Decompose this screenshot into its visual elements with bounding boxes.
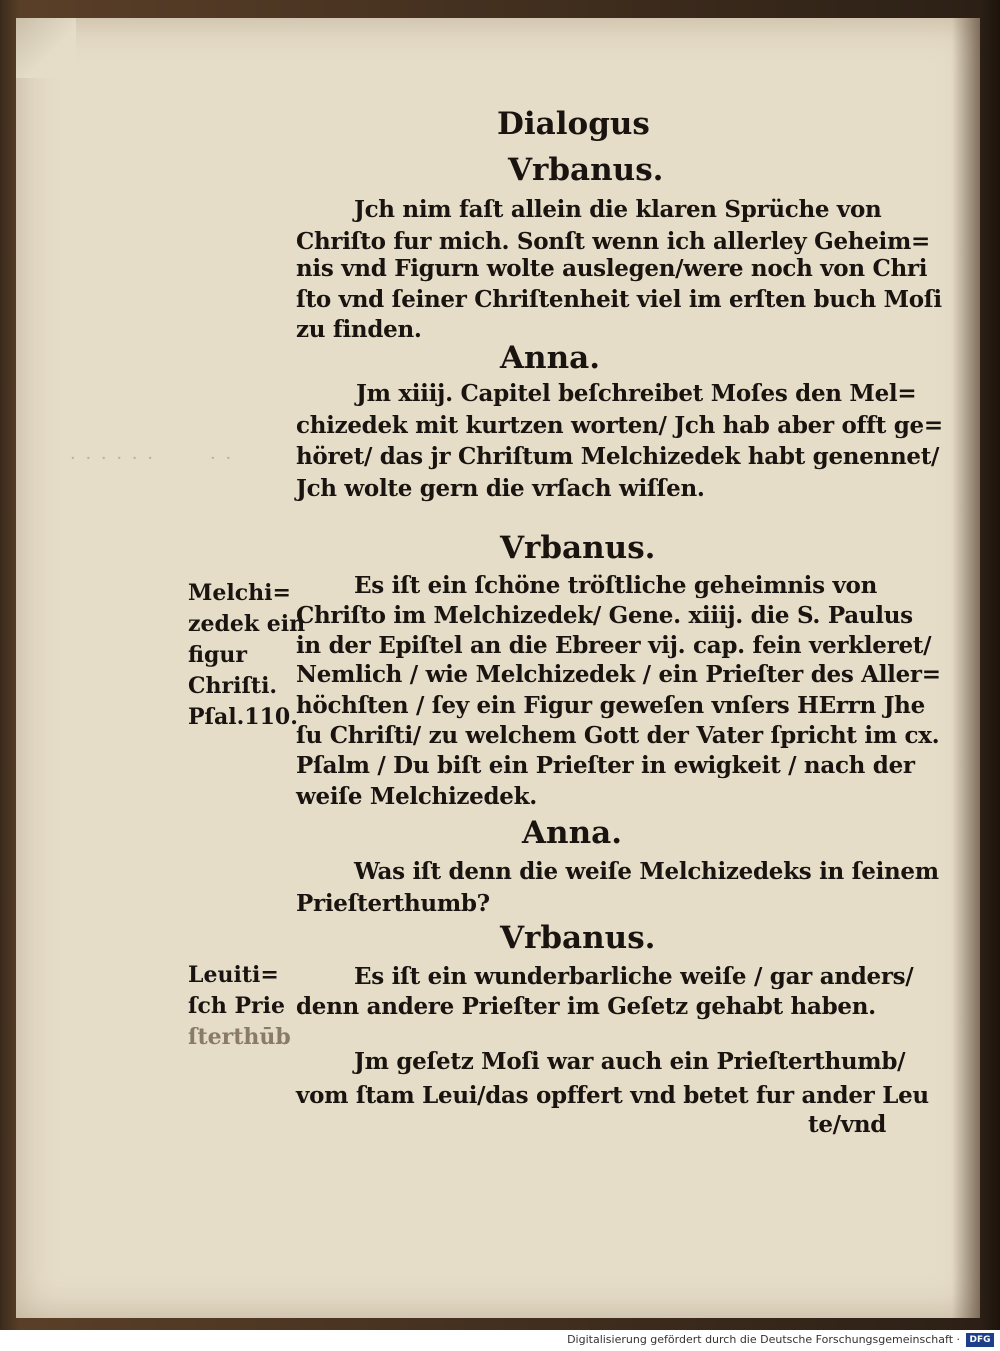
dfg-logo: DFG	[966, 1333, 994, 1347]
text-line: Es iſt ein wunderbarliche weiſe / gar anders/	[354, 963, 914, 990]
text-line: denn andere Prieſter im Geſetz gehabt haben.	[296, 993, 876, 1020]
margin-note-line: zedek ein	[188, 611, 306, 637]
bleed-through-mark: · ·	[210, 448, 234, 469]
text-line: Jm geſetz Moſi war auch ein Prieſterthumb/	[354, 1048, 906, 1075]
speaker-heading: Vrbanus.	[500, 530, 656, 566]
text-line: in der Epiſtel an die Ebreer vij. cap. fein verkleret/	[296, 632, 932, 659]
text-line: Prieſterthumb?	[296, 890, 490, 917]
text-line: Was iſt denn die weiſe Melchizedeks in ſeinem	[354, 858, 939, 885]
text-line: Jch wolte gern die vrſach wiſſen.	[296, 475, 705, 502]
text-line: vom ſtam Leui/das opffert vnd betet fur ander Leu	[296, 1082, 929, 1109]
text-line: chizedek mit kurtzen worten/ Jch hab aber offt ge=	[296, 412, 943, 439]
text-line: ſu Chriſti/ zu welchem Gott der Vater ſpricht im cx.	[296, 722, 940, 749]
text-line: Jm xiiij. Capitel beſchreibet Moſes den Mel=	[356, 380, 917, 407]
text-line: Nemlich / wie Melchizedek / ein Prieſter des Aller=	[296, 661, 941, 688]
text-line: ſto vnd ſeiner Chriſtenheit viel im erſten buch Moſi	[296, 286, 942, 313]
text-line: Pſalm / Du biſt ein Prieſter in ewigkeit / nach der	[296, 752, 915, 779]
text-line: zu finden.	[296, 316, 422, 343]
speaker-heading: Vrbanus.	[500, 920, 656, 956]
text-line: höchſten / ſey ein Figur geweſen vnſers HErrn Jhe	[296, 692, 925, 719]
catchword: te/vnd	[808, 1111, 887, 1138]
running-title: Dialogus	[497, 106, 650, 142]
footer-bar	[0, 1330, 1000, 1351]
text-line: Chriſto im Melchizedek/ Gene. xiiij. die S. Paulus	[296, 602, 913, 629]
text-line: höret/ das jr Chriſtum Melchizedek habt genennet/	[296, 443, 940, 470]
text-line: Jch nim faſt allein die klaren Sprüche von	[354, 196, 882, 223]
margin-note-line: ſterthūb	[188, 1024, 291, 1050]
text-line: nis vnd Figurn wolte auslegen/were noch von Chri	[296, 255, 928, 282]
margin-note-line: Leuiti=	[188, 962, 279, 988]
margin-note-line: Melchi=	[188, 580, 291, 606]
margin-note-line: figur	[188, 642, 247, 668]
page-corner-fold	[16, 18, 76, 78]
funding-credit: Digitalisierung gefördert durch die Deutsche Forschungsgemeinschaft ·	[567, 1333, 960, 1346]
text-line: weiſe Melchizedek.	[296, 783, 537, 810]
bleed-through-mark: · · · · · ·	[70, 448, 155, 469]
margin-note-line: Pſal.110.	[188, 704, 298, 730]
speaker-heading: Anna.	[522, 815, 623, 851]
text-line: Chriſto fur mich. Sonſt wenn ich allerley Geheim=	[296, 228, 931, 255]
margin-note-line: Chriſti.	[188, 673, 278, 699]
speaker-heading: Vrbanus.	[508, 152, 664, 188]
text-line: Es iſt ein ſchöne tröſtliche geheimnis von	[354, 572, 878, 599]
speaker-heading: Anna.	[500, 340, 601, 376]
page-edge-shadow	[952, 18, 980, 1318]
margin-note-line: ſch Prie	[188, 993, 286, 1019]
